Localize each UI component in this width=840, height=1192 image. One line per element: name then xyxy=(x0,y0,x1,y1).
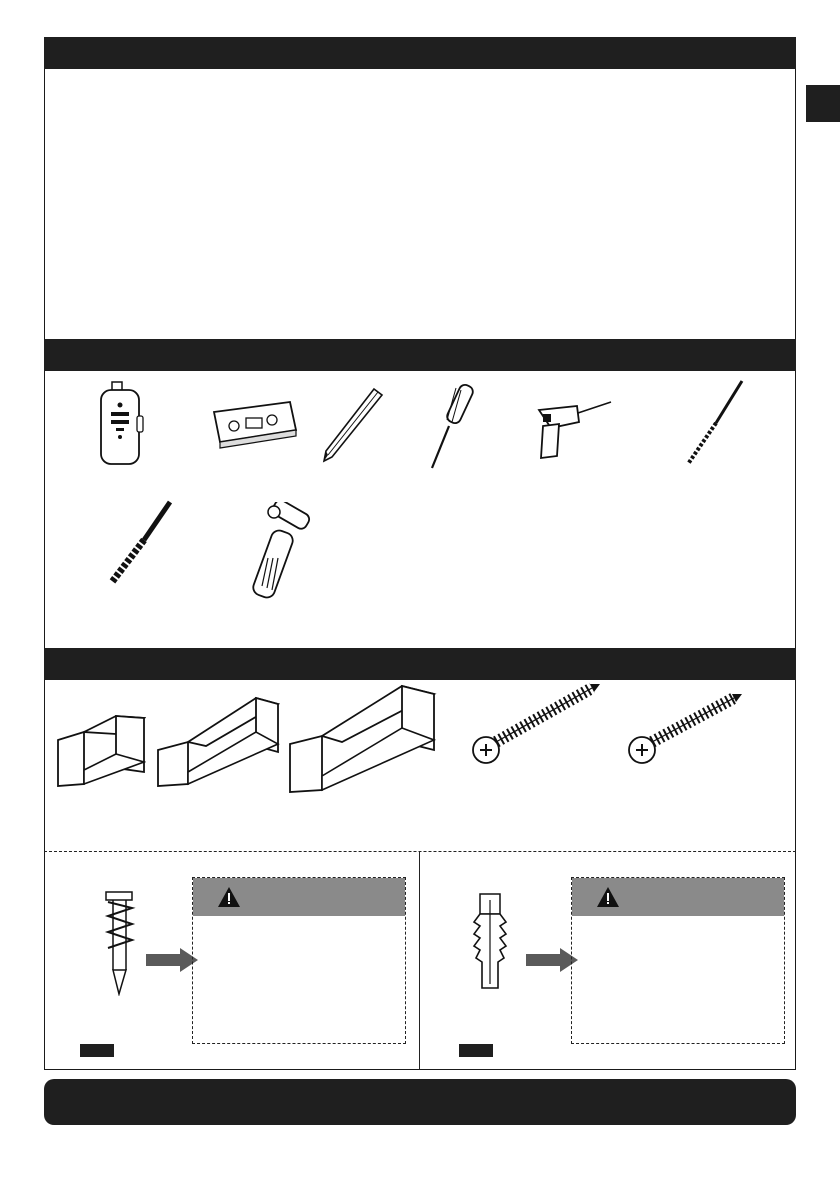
language-tab xyxy=(806,85,840,122)
drywall-anchor-icon xyxy=(100,890,140,1001)
anchor-label-chip xyxy=(459,1044,493,1057)
section-header-tools xyxy=(44,339,796,371)
warning-box-plug xyxy=(571,877,785,1044)
anchor-column-divider xyxy=(419,852,420,1070)
drill-bit-large-icon xyxy=(104,498,180,593)
plastic-wall-plug-icon xyxy=(470,892,510,997)
wood-screw-long-icon xyxy=(470,680,602,771)
section-header-parts xyxy=(44,648,796,680)
power-drill-icon xyxy=(533,400,613,467)
spirit-level-icon xyxy=(210,400,300,465)
warning-triangle-icon xyxy=(217,886,241,913)
drill-bit-small-icon xyxy=(680,378,750,473)
section-header-intro xyxy=(44,37,796,69)
screwdriver-icon xyxy=(425,382,485,477)
hammer-icon xyxy=(250,502,320,607)
anchor-label-chip xyxy=(80,1044,114,1057)
warning-triangle-icon xyxy=(596,886,620,913)
pencil-icon xyxy=(318,385,388,470)
shelf-medium-icon xyxy=(156,696,280,793)
stud-finder-icon xyxy=(98,380,148,473)
anchor-section-divider xyxy=(44,851,796,852)
warning-box-drywall xyxy=(192,877,406,1044)
footer-banner xyxy=(44,1079,796,1125)
wood-screw-short-icon xyxy=(626,690,746,771)
shelf-large-icon xyxy=(288,684,438,801)
shelf-small-icon xyxy=(56,714,146,793)
